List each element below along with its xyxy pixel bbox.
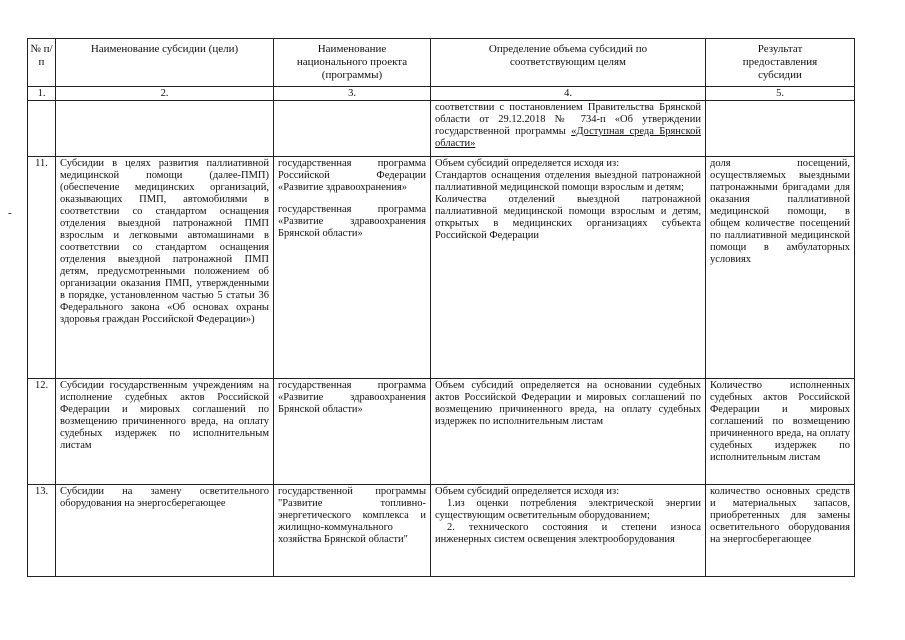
row-number: 11.: [28, 157, 56, 379]
column-number-row: [28, 87, 855, 101]
header-name: Наименование субсидии (цели): [56, 39, 274, 87]
column-number: 5.: [706, 87, 855, 101]
project-name: государственная программа «Развитие здравоохранения Брянской области»: [274, 379, 431, 485]
header-result: Результат предоставления субсидии: [706, 39, 855, 87]
continuation-definition-text: соответствии с постановлением Правительства Брянской области от 29.12.2018 № 734-п «Об утверждении государственной программы: [435, 102, 701, 137]
project-name: государственной программы "Развитие топливно-энергетического комплекса и жилищно-коммунального хозяйства Брянской области": [274, 485, 431, 577]
cell-empty: [28, 101, 56, 157]
subsidy-table: [27, 38, 855, 577]
subsidy-definition: [431, 485, 706, 577]
header-num: № п/п: [28, 39, 56, 87]
definition-item: 1.из оценки потребления электрической энергии существующим осветительным оборудованием;: [435, 498, 701, 521]
header-row: [28, 39, 855, 87]
column-number: 3.: [274, 87, 431, 101]
subsidy-definition: [431, 157, 706, 379]
cell-empty: [56, 101, 274, 157]
project-name: [274, 157, 431, 379]
subsidy-name: Субсидии государственным учреждениям на исполнение судебных актов Российской Федерации и мировых соглашений по возмещению причиненного вреда, на оплату судебных издержек по исполнительным листам: [56, 379, 274, 485]
project-name-federal: государственная программа Российской Федерации «Развитие здравоохранения»: [278, 158, 426, 193]
definition-item: Количества отделений выездной патронажной паллиативной медицинской помощи взрослым и детям, открытых в медицинских организациях субъекта Российской Федерации: [435, 194, 701, 241]
table-row-12: [28, 379, 855, 485]
column-number: 1.: [28, 87, 56, 101]
continuation-row: [28, 101, 855, 157]
project-name-regional: государственная программа «Развитие здравоохранения Брянской области»: [278, 204, 426, 239]
subsidy-name: Субсидии в целях развития паллиативной медицинской помощи (далее-ПМП) (обеспечение медицинских организаций, оказывающих ПМП, автомобилями в соответствии со стандартом оснащения отделения выездной патронажной ПМП взрослым и легковыми автомашинами в соответствии со стандартом оснащения отделения выездной патронажной ПМП детям, предусмотренными положением об организации оказания ПМП, утвержденными в порядке, установленном частью 5 статьи 36 Федерального закона «Об основах охраны здоровья граждан Российской Федерации»): [56, 157, 274, 379]
definition-item: 2. технического состояния и степени износа инженерных систем освещения электрооборудования: [435, 522, 701, 545]
row-number: 13.: [28, 485, 56, 577]
definition-intro: Объем субсидий определяется исходя из:: [435, 158, 620, 169]
subsidy-result: количество основных средств и материальных запасов, приобретенных для замены осветительного оборудования на энергосберегающее: [706, 485, 855, 577]
cell-empty: [274, 101, 431, 157]
subsidy-result: доля посещений, осуществляемых выездными патронажными бригадами для оказания паллиативной медицинской помощи, в общем количестве посещений по паллиативной медицинской помощи в амбулаторных условиях: [706, 157, 855, 379]
program-link-text: «Доступная среда Брянской области»: [435, 126, 702, 149]
continuation-definition: [431, 101, 706, 157]
definition-intro: Объем субсидий определяется исходя из:: [435, 486, 620, 497]
column-number: 2.: [56, 87, 274, 101]
subsidy-name: Субсидии на замену осветительного оборудования на энергосберегающее: [56, 485, 274, 577]
table-row-13: [28, 485, 855, 577]
subsidy-result: Количество исполненных судебных актов Российской Федерации и мировых соглашений по возмещению причиненного вреда, на оплату судебных издержек по исполнительным листам: [706, 379, 855, 485]
header-project: Наименование национального проекта (программы): [274, 39, 431, 87]
column-number: 4.: [431, 87, 706, 101]
table-row-11: [28, 157, 855, 379]
definition-item: Стандартов оснащения отделения выездной патронажной паллиативной медицинской помощи взрослым и детям;: [435, 170, 701, 193]
header-definition: Определение объема субсидий по соответствующим целям: [431, 39, 706, 87]
subsidy-definition: Объем субсидий определяется на основании судебных актов Российской Федерации и мировых соглашений по возмещению причиненного вреда, на оплату судебных издержек по исполнительным листам: [431, 379, 706, 485]
cell-empty: [706, 101, 855, 157]
row-number: 12.: [28, 379, 56, 485]
stray-dash-mark: -: [8, 207, 12, 219]
